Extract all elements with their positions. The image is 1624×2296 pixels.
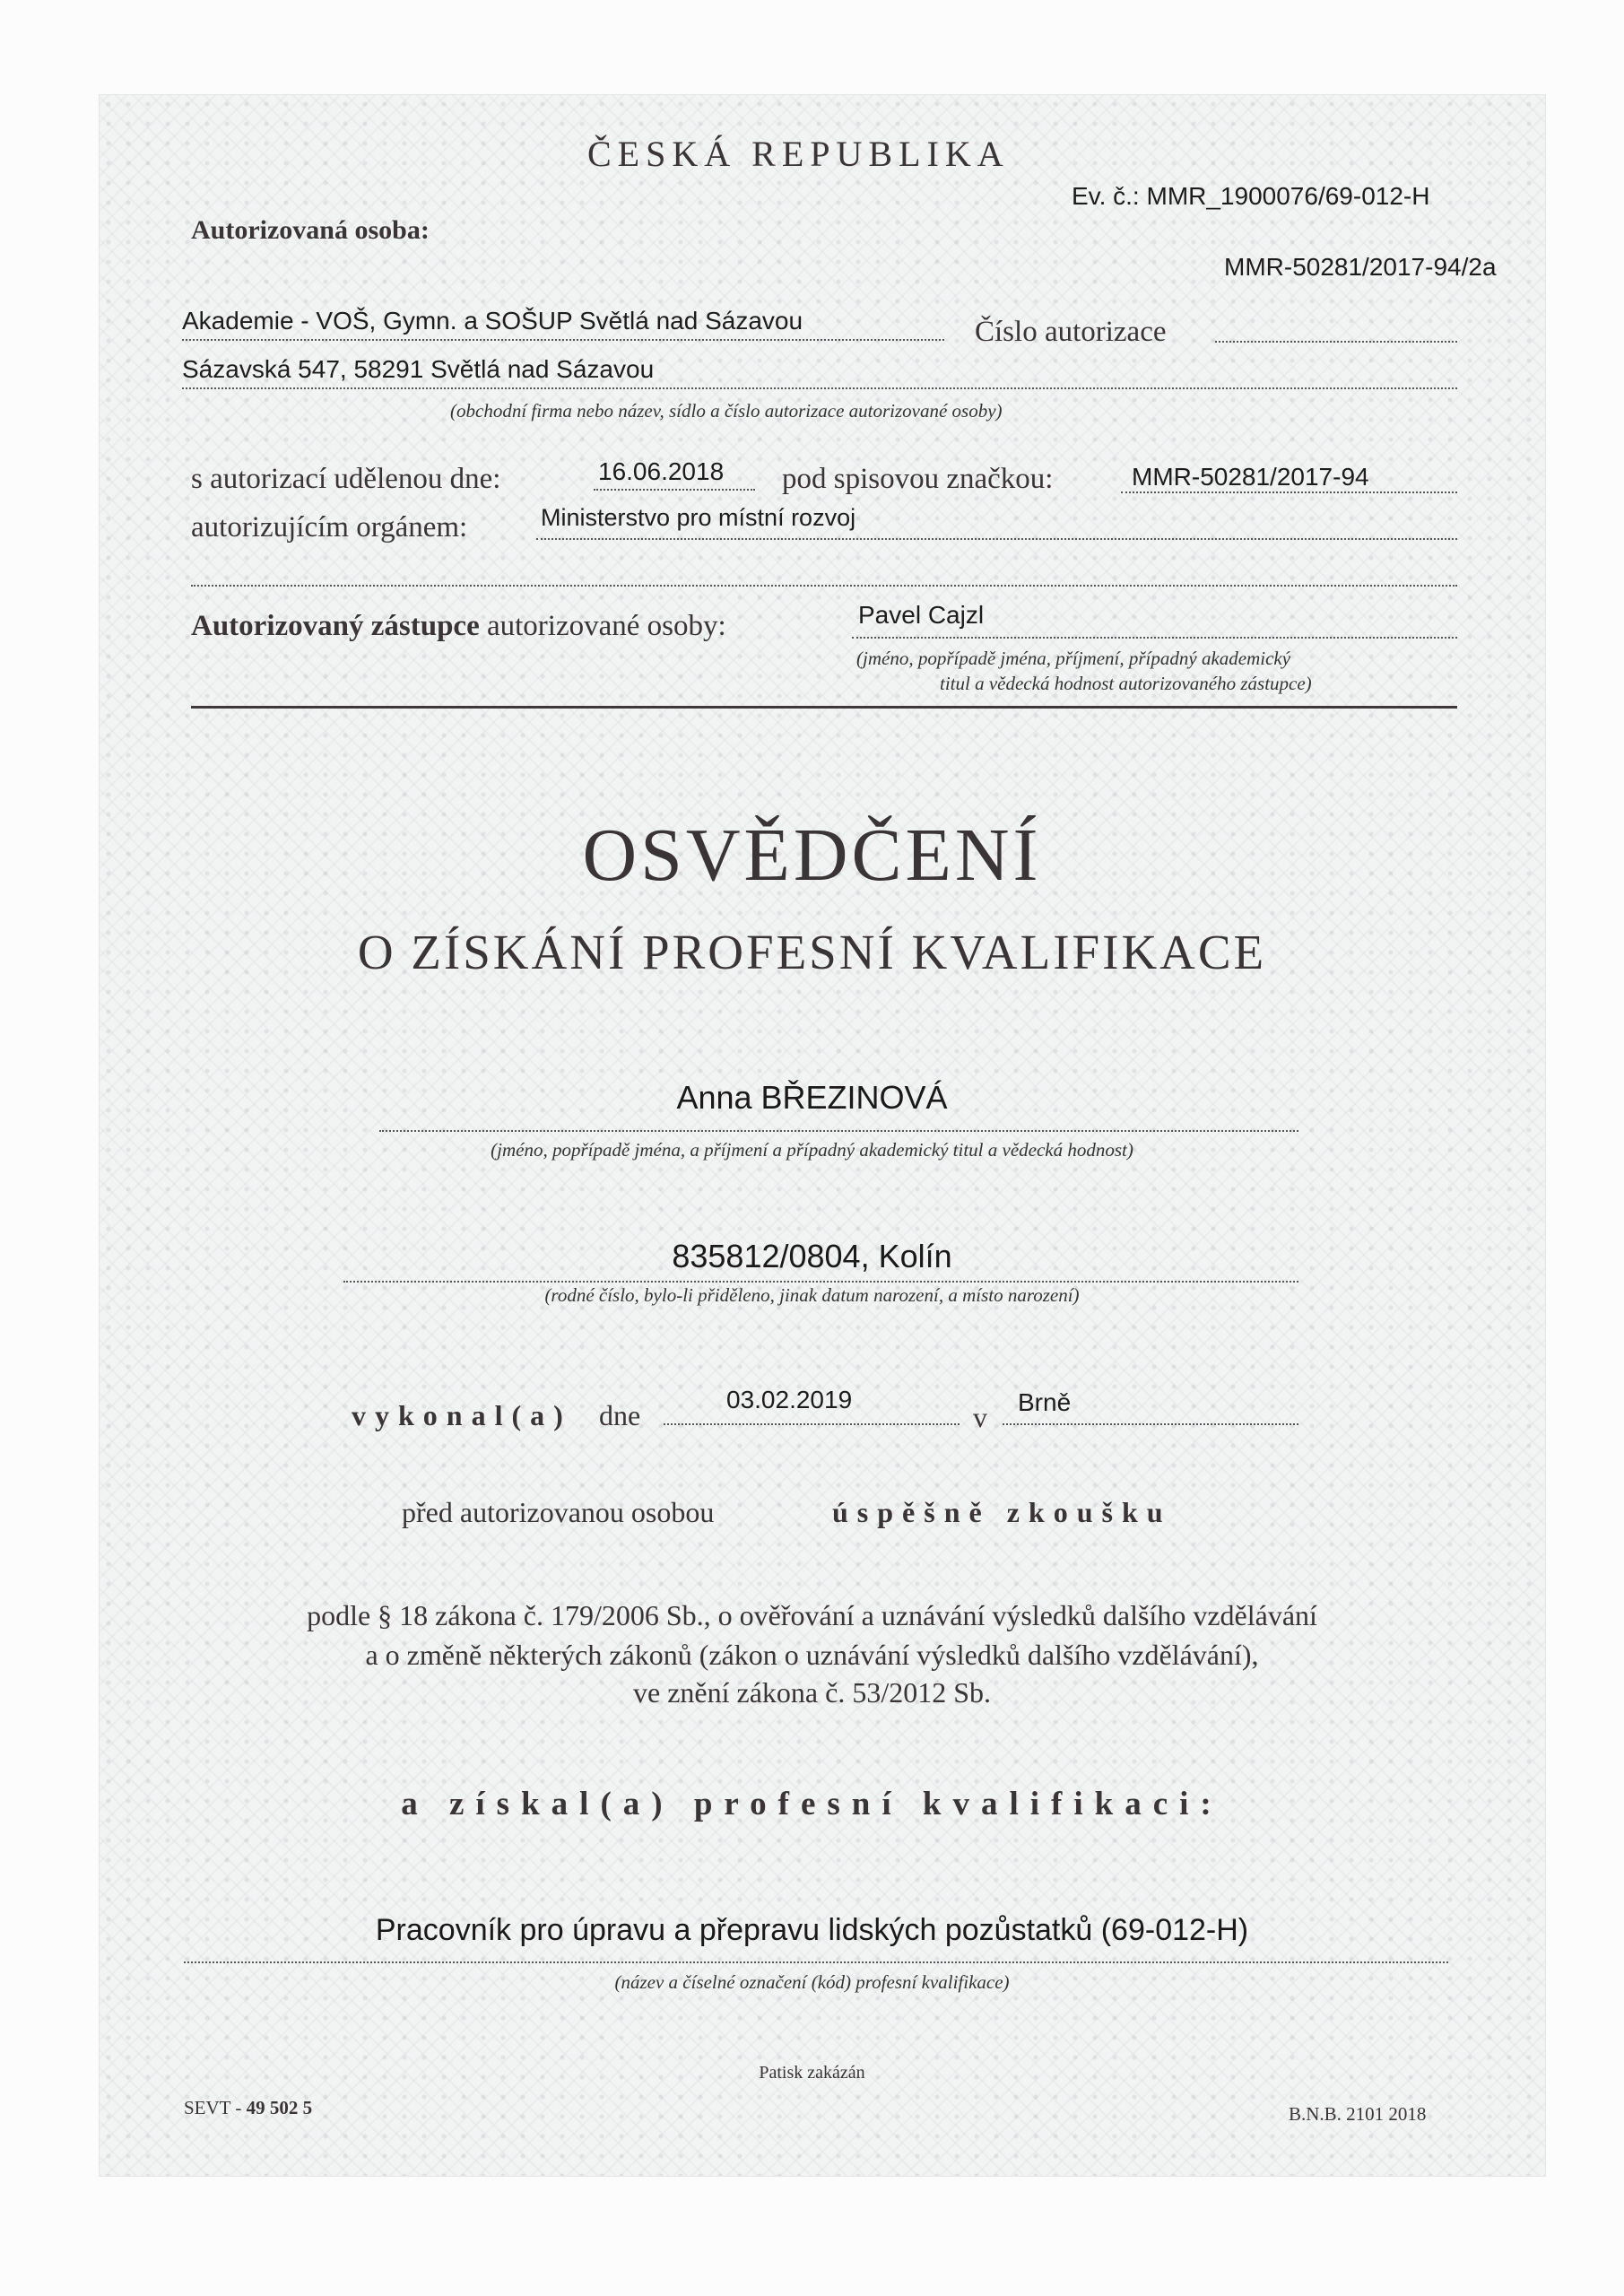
exam-date: 03.02.2019 [726,1386,853,1413]
file-value-dotline [1121,491,1457,493]
qualification-hint: (název a číselné označení (kód) profesní kvalifikace) [614,1971,1010,1993]
exam-place-dotline [1003,1423,1298,1425]
org-address-dotline [182,387,1457,389]
certificate-subtitle: O ZÍSKÁNÍ PROFESNÍ KVALIFIKACE [357,925,1267,979]
sevt-number: 49 502 5 [246,2097,313,2118]
success-text: úspěšně zkoušku [832,1496,1172,1528]
exam-date-dotline [664,1423,960,1425]
file-label: pod spisovou značkou: [782,463,1054,495]
law-line-1: podle § 18 zákona č. 179/2006 Sb., o ověřování a uznávání výsledků dalšího vzdělávání [307,1599,1317,1631]
ev-number: Ev. č.: MMR_1900076/69-012-H [1072,182,1430,210]
performed-label: vykonal(a) [352,1399,572,1431]
date-label: dne [599,1399,641,1431]
authorization-number-value: MMR-50281/2017-94/2a [1224,253,1497,281]
country-heading: ČESKÁ REPUBLIKA [587,134,1010,174]
person-birth-dotline [343,1281,1298,1283]
org-name-dotline [182,339,944,341]
org-address: Sázavská 547, 58291 Světlá nad Sázavou [182,355,655,383]
representative-dotline [852,637,1457,639]
authorization-number-label: Číslo autorizace [975,316,1167,348]
place-label: v [973,1401,987,1433]
certificate-title: OSVĚDČENÍ [582,813,1042,897]
authority-value: Ministerstvo pro místní rozvoj [541,504,856,531]
bnb-code: B.N.B. 2101 2018 [1289,2103,1427,2125]
authorization-number-dotline [1215,341,1457,343]
granted-date-dotline [594,489,755,491]
representative-label-bold: Autorizovaný zástupce [191,610,480,642]
org-hint: (obchodní firma nebo název, sídlo a číslo autorizace autorizované osoby) [450,400,1003,422]
granted-label: s autorizací udělenou dne: [191,463,501,495]
representative-label-rest: autorizované osoby: [486,610,726,642]
person-birth-hint: (rodné číslo, bylo-li přiděleno, jinak datum narození, a místo narození) [544,1284,1080,1306]
person-birth: 835812/0804, Kolín [672,1238,952,1274]
representative-value: Pavel Cajzl [858,601,985,629]
qualification-value: Pracovník pro úpravu a přepravu lidských pozůstatků (69-012-H) [375,1913,1249,1947]
before-text: před autorizovanou osobou [402,1496,715,1528]
granted-date: 16.06.2018 [598,457,725,485]
qualification-dotline [184,1961,1448,1963]
qualification-heading: a získal(a) profesní kvalifikaci: [401,1786,1223,1822]
person-name: Anna BŘEZINOVÁ [676,1079,948,1116]
law-line-3: ve znění zákona č. 53/2012 Sb. [633,1676,991,1709]
exam-place: Brně [1018,1388,1072,1416]
person-name-dotline [379,1130,1298,1132]
representative-label [191,610,726,643]
header-divider [191,706,1457,709]
sevt-code [184,2097,312,2119]
file-value: MMR-50281/2017-94 [1132,463,1369,491]
representative-hint-2: titul a vědecká hodnost autorizovaného zástupce) [940,673,1312,694]
law-line-2: a o změně některých zákonů (zákon o uznávání výsledků dalšího vzdělávání), [365,1639,1259,1671]
representative-hint-1: (jméno, popřípadě jména, příjmení, případný akademický [856,648,1291,669]
person-name-hint: (jméno, popřípadě jména, a příjmení a případný akademický titul a vědecká hodnost) [491,1139,1133,1161]
org-name: Akademie - VOŠ, Gymn. a SOŠUP Světlá nad Sázavou [182,307,803,335]
authority-second-dotline [191,585,1457,587]
authority-dotline [536,538,1457,540]
authorized-person-label: Autorizovaná osoba: [191,215,430,245]
print-forbidden: Patisk zakázán [759,2063,865,2083]
sevt-prefix: SEVT - [184,2097,242,2118]
authority-label: autorizujícím orgánem: [191,511,468,544]
